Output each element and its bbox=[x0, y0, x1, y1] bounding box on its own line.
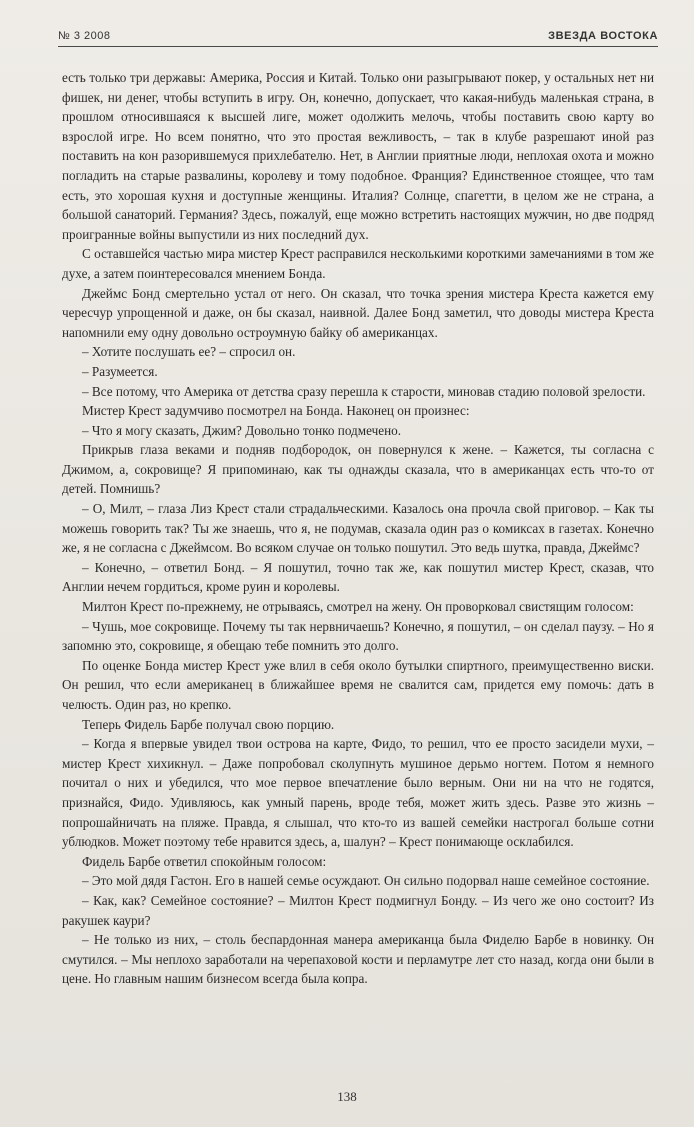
paragraph: – Все потому, что Америка от детства сразу перешла к старости, миновав стадию половой зрелости. bbox=[82, 383, 646, 399]
paragraph: – Не только из них, – столь беспардонная манера американца была Фиделю Барбе в новинку. Он смутился. – Мы неплохо заработали на черепаховой кости и перламутре лет сто назад, когда они были в цене. Но главным нашим бизнесом всегда была копра. bbox=[62, 932, 654, 987]
paragraph: С оставшейся частью мира мистер Крест расправился несколькими короткими замечаниями в том же духе, а затем поинтересовался мнением Бонда. bbox=[62, 246, 654, 281]
paragraph: Теперь Фидель Барбе получал свою порцию. bbox=[82, 716, 335, 732]
paragraph: – Что я могу сказать, Джим? Довольно тонко подмечено. bbox=[82, 422, 402, 438]
paragraph: Мистер Крест задумчиво посмотрел на Бонда. Наконец он произнес: bbox=[82, 403, 470, 419]
paragraph: Джеймс Бонд смертельно устал от него. Он сказал, что точка зрения мистера Креста кажется ему чересчур упрощенной и даже, он бы сказал, наивной. Далее Бонд заметил, что доводы мистера Креста напомнили ему одну довольно остроумную байку об американцах. bbox=[62, 285, 654, 340]
journal-title: ЗВЕЗДА ВОСТОКА bbox=[548, 30, 658, 42]
page-number: 138 bbox=[337, 1089, 357, 1104]
issue-number: № 3 2008 bbox=[58, 30, 111, 42]
paragraph: – Чушь, мое сокровище. Почему ты так нервничаешь? Конечно, я пошутил, – он сделал паузу. – Но я запомню это, сокровище, я обещаю тебе помнить это долго. bbox=[62, 618, 654, 654]
paragraph: Фидель Барбе ответил спокойным голосом: bbox=[82, 853, 327, 869]
paragraph: – Хотите послушать ее? – спросил он. bbox=[82, 344, 296, 360]
paragraph: – Разумеется. bbox=[82, 363, 158, 379]
paragraph: По оценке Бонда мистер Крест уже влил в себя около бутылки спиртного, преимущественно виски. Он решил, что если американец в ближайшее время не свалится сам, придется ему помочь: дать в челюсть. Один раз, но крепко. bbox=[62, 657, 654, 712]
paragraph: – Как, как? Семейное состояние? – Милтон Крест подмигнул Бонду. – Из чего же оно состоит? Из ракушек каури? bbox=[62, 892, 654, 928]
paragraph: – Когда я впервые увидел твои острова на карте, Фидо, то решил, что ее просто засидели мухи, – мистер Крест хихикнул. – Даже попробовал сколупнуть мушиное дерьмо ногтем. Потом я немного почитал о них и убедился, что мое первое впечатление было верным. Они ни на что не годятся, признайся, Фидо. Удивляюсь, как умный парень, вроде тебя, может жить здесь. Разве это жизнь – попрошайничать на пляже. Правда, я слышал, что кто-то из вашей семейки настрогал больше сотни ублюдков. Может поэтому тебе нравится здесь, а, шалун? – Крест понимающе осклабился. bbox=[62, 736, 654, 850]
paragraph: – Это мой дядя Гастон. Его в нашей семье осуждают. Он сильно подорвал наше семейное состояние. bbox=[82, 873, 650, 889]
article-body bbox=[62, 68, 654, 989]
running-header bbox=[58, 30, 658, 47]
paragraph: есть только три державы: Америка, Россия и Китай. Только они разыгрывают покер, у остальных нет ни фишек, ни денег, чтобы вступить в игру. Он, конечно, допускает, что какая-нибудь маленькая страна, в прошлом относившаяся к высшей лиге, может одолжить мелочь, чтобы поставить свою карту во взрослой игре. Но всем понятно, что это простая вежливость, – так в клубе разрешают иной раз поставить на кон разорившемуся прихлебателю. Нет, в Англии приятные люди, неплохая охота и можно погладить на старые развалины, королеву и тому подобное. Франция? Единственное стоящее, что там есть, это хорошая кухня и доступные женщины. Италия? Солнце, спагетти, в целом же не страна, а большой санаторий. Германия? Здесь, пожалуй, еще можно встретить настоящих мужчин, но две подряд проигранные войны выпустили из них последний дух. bbox=[62, 70, 654, 242]
paragraph: – О, Милт, – глаза Лиз Крест стали страдальческими. Казалось она прочла свой приговор. – Как ты можешь говорить так? Ты же знаешь, что я, не подумав, сказала один раз о комиксах в газетах. Конечно же, я не согласна с Джеймсом. Во всяком случае он только пошутил. Это ведь шутка, правда, Джеймс? bbox=[62, 501, 654, 556]
paragraph: – Конечно, – ответил Бонд. – Я пошутил, точно так же, как пошутил мистер Крест, сказав, что Англии нечем гордиться, кроме руин и королевы. bbox=[62, 559, 654, 595]
paragraph: Прикрыв глаза веками и подняв подбородок, он повернулся к жене. – Кажется, ты согласна с Джимом, а, сокровище? Я припоминаю, как ты однажды сказала, что в американцах есть что-то от детей. Помнишь? bbox=[62, 442, 654, 497]
paragraph: Милтон Крест по-прежнему, не отрываясь, смотрел на жену. Он проворковал свистящим голосом: bbox=[82, 599, 634, 615]
